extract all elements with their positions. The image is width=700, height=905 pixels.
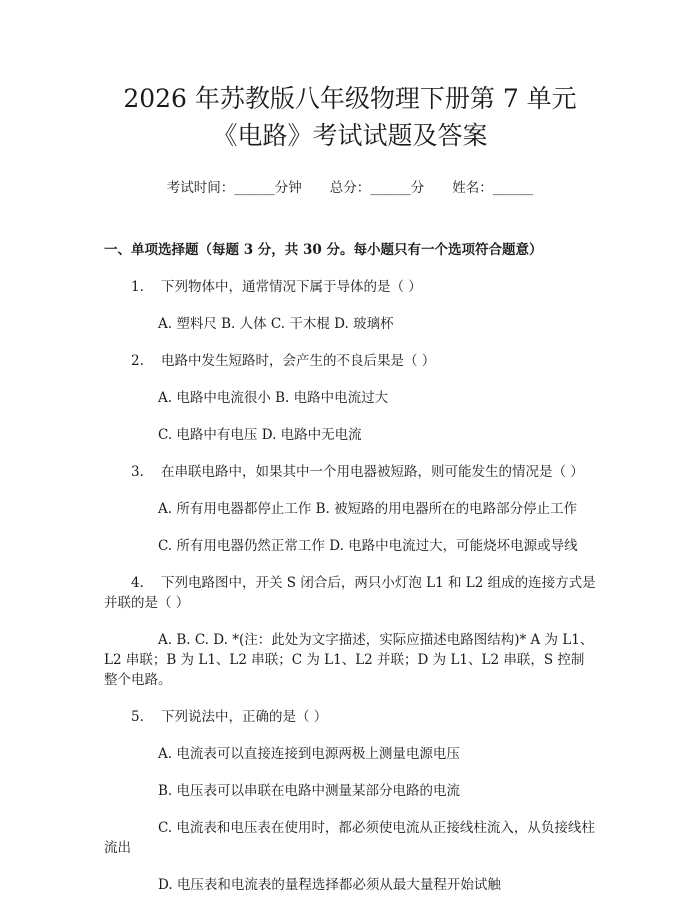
question-options: C. 所有用电器仍然正常工作 D. 电路中电流过大，可能烧坏电源或导线 — [158, 538, 578, 554]
question-number: 1. — [131, 279, 144, 295]
question-options: D. 电压表和电流表的量程选择都必须从最大量程开始试触 — [158, 877, 501, 893]
total-score: 总分：______分 — [329, 180, 425, 196]
question-stem: 电路中发生短路时，会产生的不良后果是（ ） — [161, 353, 436, 369]
question-options: A. 塑料尺 B. 人体 C. 干木棍 D. 玻璃杯 — [158, 316, 394, 332]
question-options: A. B. C. D. *(注：此处为文字描述，实际应描述电路图结构)* A 为 L1、L2 串联；B 为 L1、L2 串联；C 为 L1、L2 并联；D 为 L1、L2 串联，S 控制整个电路。 — [104, 632, 594, 688]
question-options: A. 所有用电器都停止工作 B. 被短路的用电器所在的电路部分停止工作 — [158, 501, 578, 517]
exam-meta — [104, 178, 596, 198]
section-heading: 一、单项选择题（每题 3 分，共 30 分。每小题只有一个选项符合题意） — [104, 242, 543, 258]
student-name: 姓名：______ — [452, 180, 534, 196]
question-2 — [104, 351, 596, 371]
question-number: 2. — [131, 353, 144, 369]
question-options: C. 电流表和电压表在使用时，都必须使电流从正接线柱流入，从负接线柱流出 — [104, 820, 595, 856]
question-options: B. 电压表可以串联在电路中测量某部分电路的电流 — [158, 783, 461, 799]
question-stem: 下列物体中，通常情况下属于导体的是（ ） — [161, 279, 422, 295]
question-number: 3. — [131, 464, 144, 480]
question-stem: 在串联电路中，如果其中一个用电器被短路，则可能发生的情况是（ ） — [161, 464, 584, 480]
question-number: 5. — [131, 709, 144, 725]
exam-time: 考试时间：______分钟 — [166, 180, 302, 196]
page-title: 2026 年苏教版八年级物理下册第 7 单元《电路》考试试题及答案 — [123, 84, 577, 150]
question-4 — [104, 573, 596, 613]
question-options: C. 电路中有电压 D. 电路中无电流 — [158, 427, 362, 443]
question-options: A. 电流表可以直接连接到电源两极上测量电源电压 — [158, 746, 460, 762]
question-3 — [104, 462, 596, 482]
question-5 — [104, 707, 596, 727]
question-options: A. 电路中电流很小 B. 电路中电流过大 — [158, 390, 389, 406]
question-stem: 下列说法中，正确的是（ ） — [161, 709, 328, 725]
question-1 — [104, 277, 596, 297]
question-stem: 下列电路图中，开关 S 闭合后，两只小灯泡 L1 和 L2 组成的连接方式是并联的是（ ） — [104, 575, 596, 611]
question-number: 4. — [131, 575, 144, 591]
